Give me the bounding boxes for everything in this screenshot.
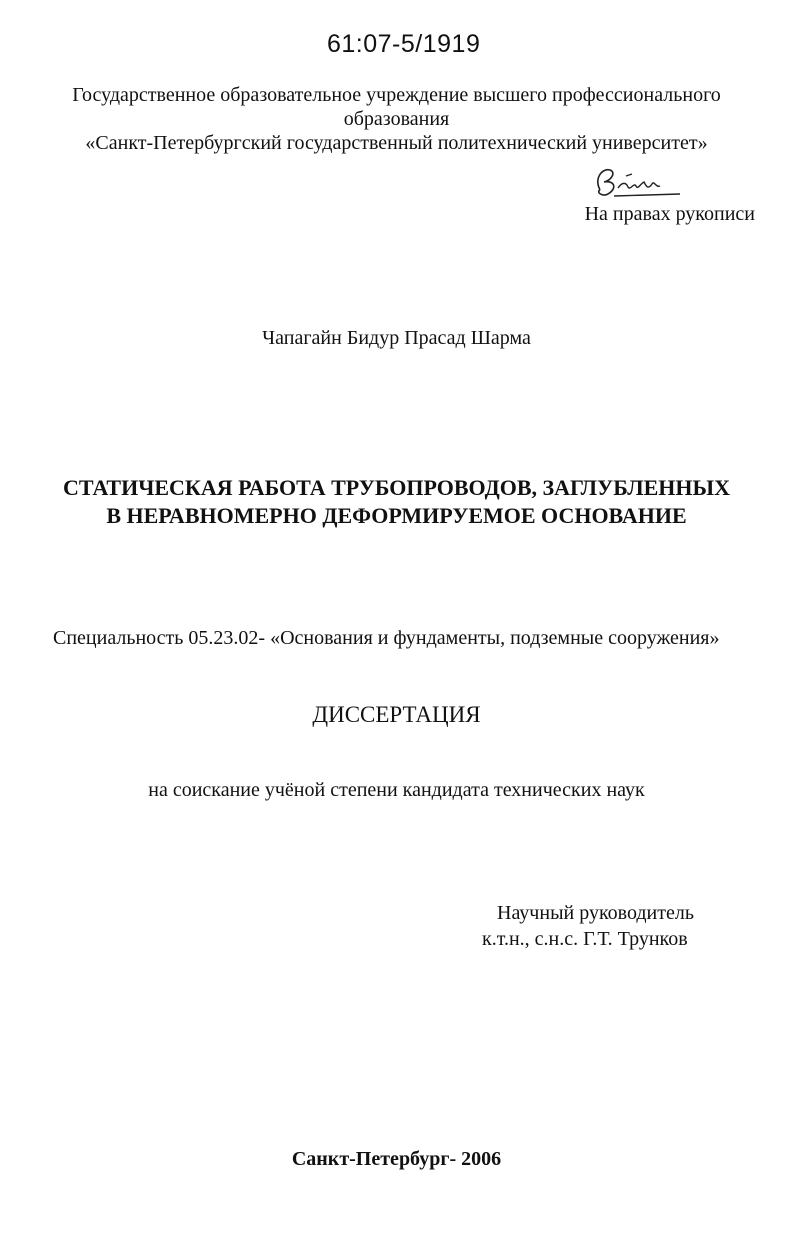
- institution-line-3: «Санкт-Петербургский государственный политехнический университет»: [85, 132, 708, 154]
- city-year: Санкт-Петербург- 2006: [291, 1148, 502, 1170]
- specialty-line: Специальность 05.23.02- «Основания и фундаменты, подземные сооружения»: [53, 627, 720, 649]
- institution-line-2: образования: [343, 108, 450, 130]
- author-name: Чапагайн Бидур Прасад Шарма: [262, 327, 531, 349]
- institution-line-1: Государственное образовательное учреждение высшего профессионального: [72, 84, 721, 106]
- document-type-heading: ДИССЕРТАЦИЯ: [312, 702, 481, 727]
- degree-line: на соискание учёной степени кандидата технических наук: [148, 779, 645, 801]
- manuscript-rights-note: На правах рукописи: [584, 203, 755, 225]
- dissertation-title-line-2: В НЕРАВНОМЕРНО ДЕФОРМИРУЕМОЕ ОСНОВАНИЕ: [106, 503, 687, 528]
- dissertation-title-line-1: СТАТИЧЕСКАЯ РАБОТА ТРУБОПРОВОДОВ, ЗАГЛУБЛЕННЫХ: [63, 475, 730, 500]
- supervisor-label: Научный руководитель: [497, 902, 694, 924]
- archive-stamp-number: 61:07-5/1919: [327, 30, 481, 58]
- supervisor-name: к.т.н., с.н.с. Г.Т. Трунков: [482, 928, 688, 950]
- handwritten-signature: [588, 160, 688, 202]
